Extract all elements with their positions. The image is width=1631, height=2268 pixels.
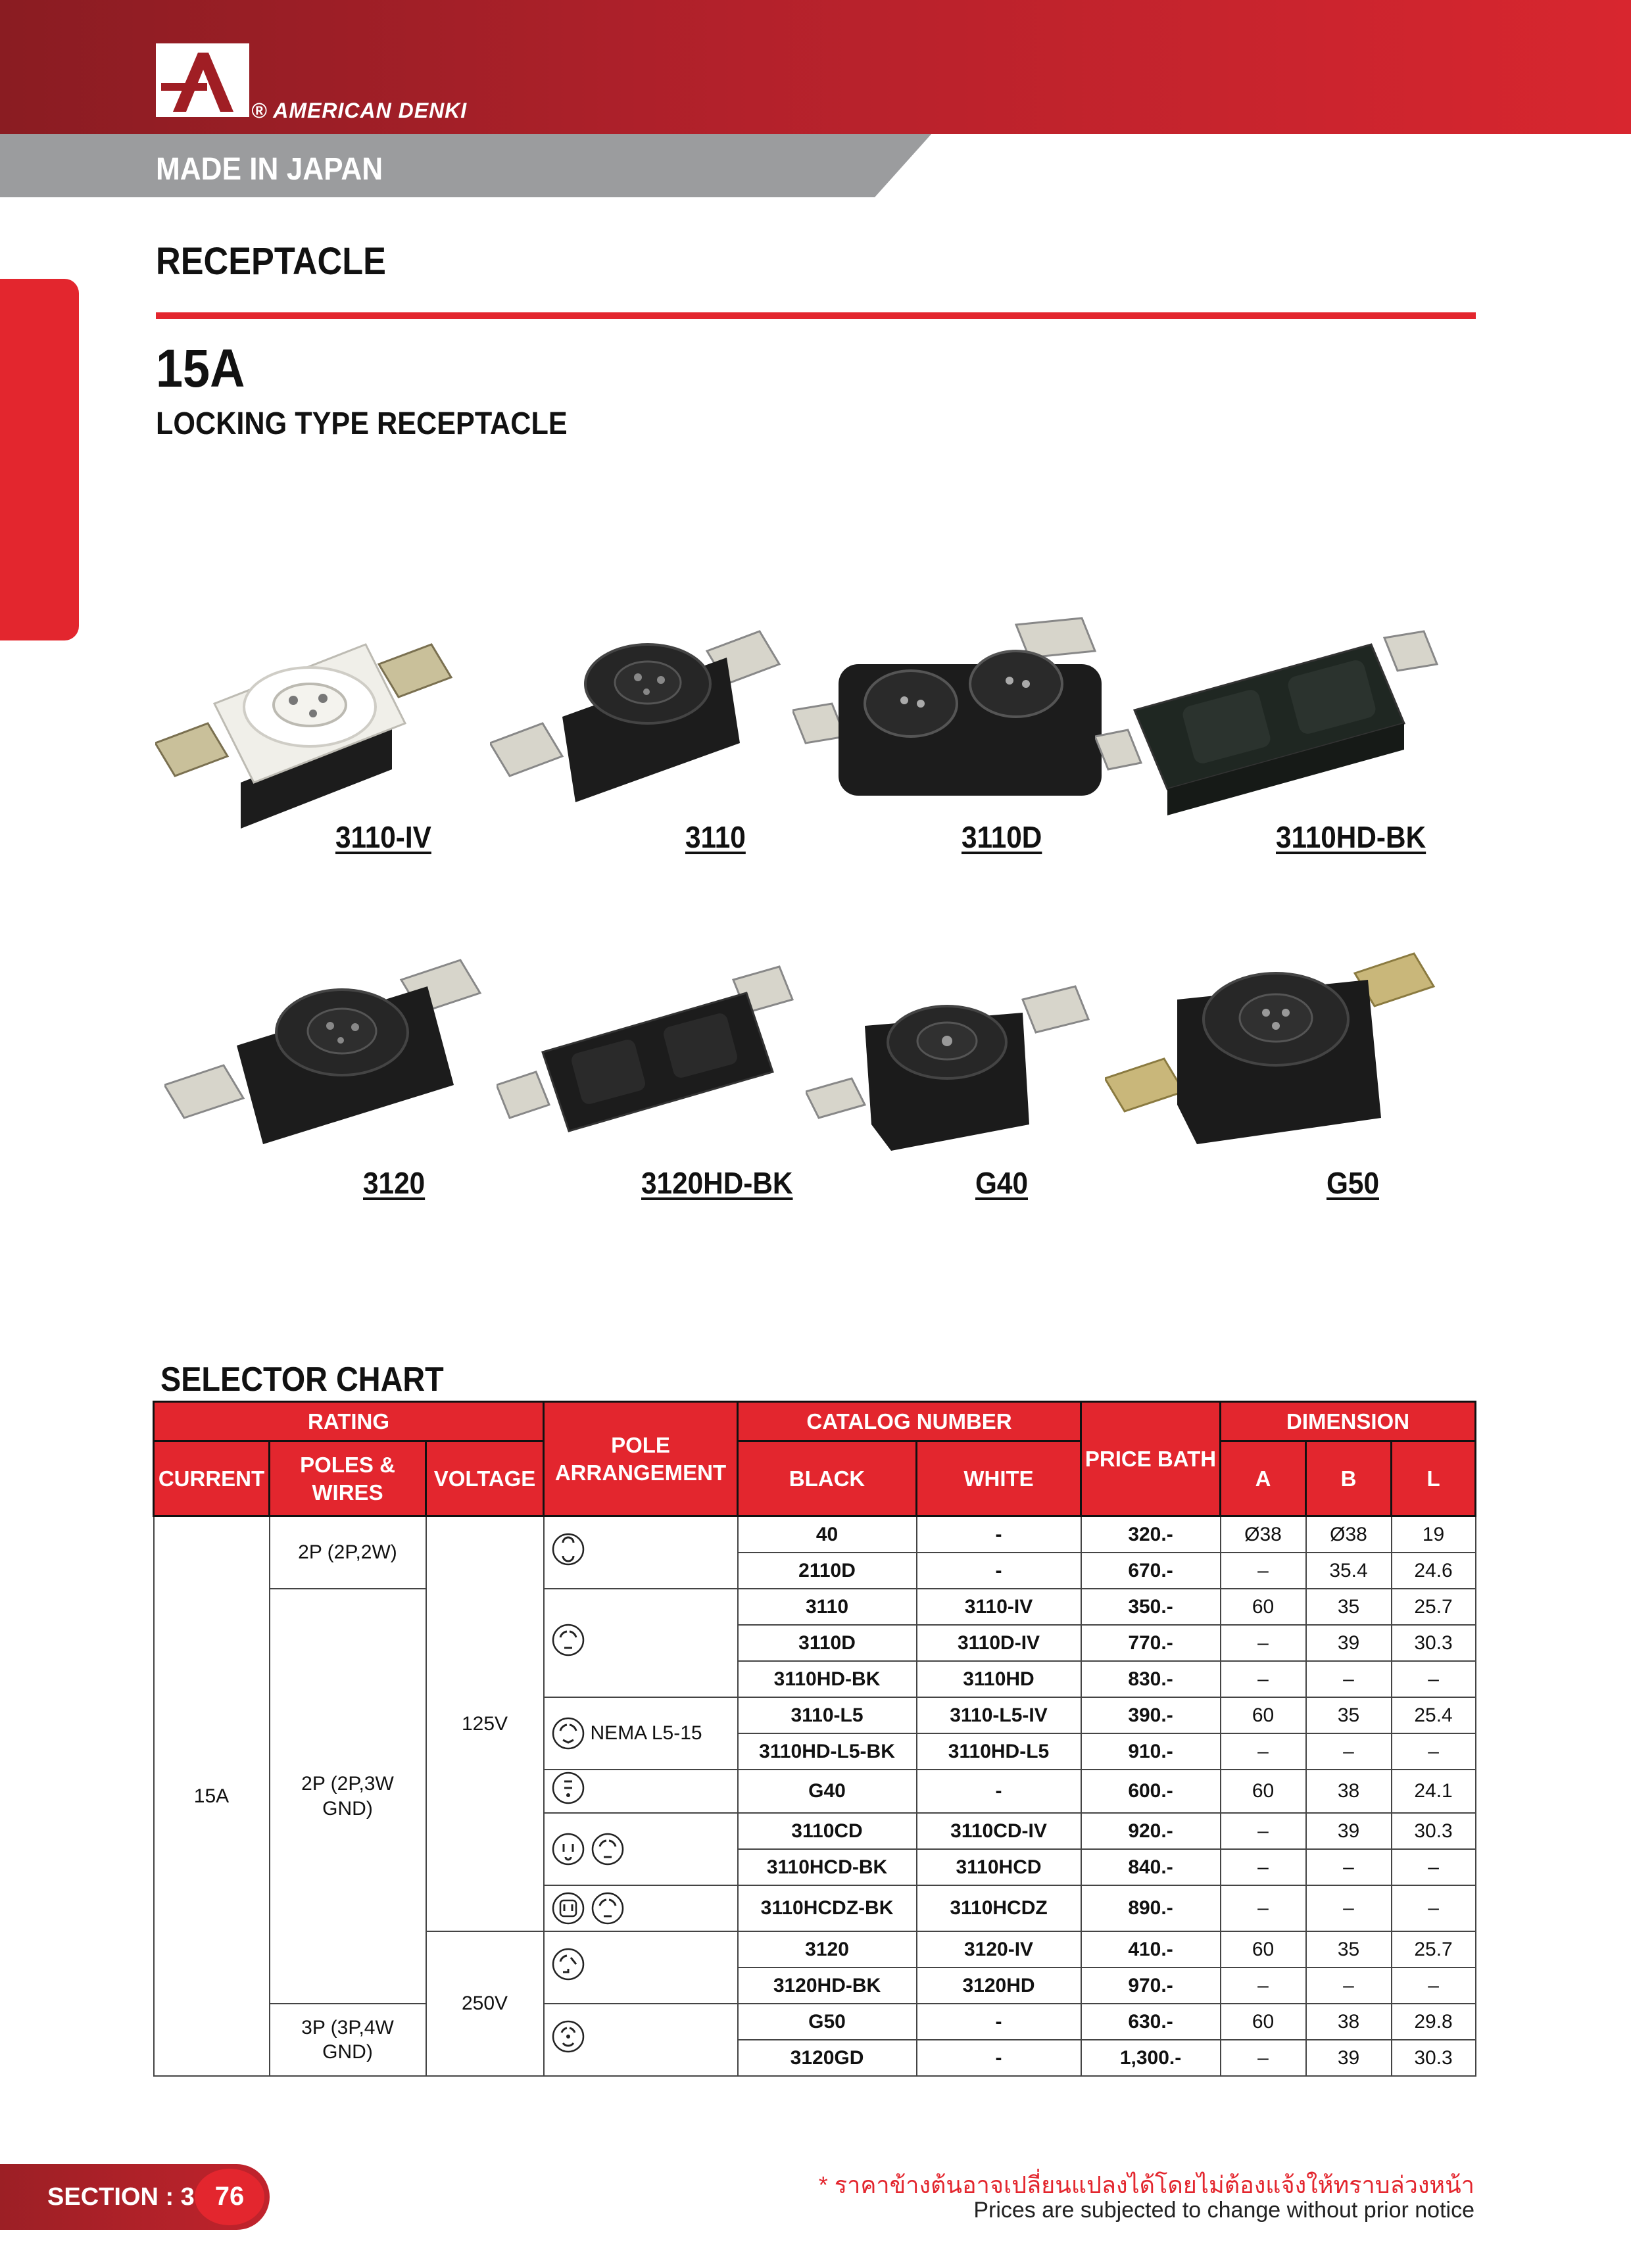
dim-b: 39 [1306,1813,1392,1849]
header-voltage: VOLTAGE [426,1441,544,1516]
header-dimension: DIMENSION [1221,1402,1476,1441]
catalog-black: G50 [738,2004,917,2040]
dim-l: 19 [1392,1516,1476,1553]
nema-label: NEMA L5-15 [590,1722,702,1745]
table-row [154,1516,1476,1553]
catalog-black: G40 [738,1770,917,1813]
pole-arrangement-3110cd [544,1813,738,1885]
catalog-white: - [917,2040,1081,2076]
pole-arrangement-g50 [544,2004,738,2076]
catalog-black: 3110HD-BK [738,1661,917,1697]
header-white: WHITE [917,1441,1081,1516]
pole-diagram-locking-icon [591,1891,625,1925]
catalog-black: 3110 [738,1589,917,1625]
price: 830.- [1081,1661,1221,1697]
dim-a: 60 [1221,1697,1306,1733]
header-catalog-number: CATALOG NUMBER [738,1402,1081,1441]
header-price: PRICE BATH [1081,1402,1221,1516]
pole-nema-wrap [551,1716,737,1750]
dim-a: – [1221,1849,1306,1885]
dim-b: 38 [1306,2004,1392,2040]
catalog-black: 3110CD [738,1813,917,1849]
pole-diagram-3p-icon [551,2019,585,2054]
pole-arrangement-3120 [544,1931,738,2004]
catalog-white: 3110HCDZ [917,1885,1081,1931]
header-current: CURRENT [154,1441,270,1516]
pole-diagram-straight-icon [551,1832,585,1866]
made-in-japan: MADE IN JAPAN [156,152,383,187]
catalog-white: 3120HD [917,1967,1081,2004]
product-photo-3110d [792,612,1134,829]
category-title: RECEPTACLE [156,240,386,283]
section-side-tab [0,279,79,640]
header-pole-arrangement: POLE ARRANGEMENT [544,1402,738,1516]
price: 320.- [1081,1516,1221,1553]
dim-a: 60 [1221,1931,1306,1967]
pole-hcdz-wrap [551,1891,737,1925]
product-photo-3110hd-bk [1095,618,1450,835]
dim-a: – [1221,1813,1306,1849]
dim-a: – [1221,1661,1306,1697]
section-label: SECTION : 3 [47,2183,195,2211]
price: 920.- [1081,1813,1221,1849]
dim-l: 30.3 [1392,2040,1476,2076]
catalog-white: 3110HD-L5 [917,1733,1081,1770]
pole-diagram-2p-icon [551,1532,585,1566]
pole-arrangement-3110hcdz [544,1885,738,1931]
product-label-3120hd-bk: 3120HD-BK [641,1166,793,1200]
price: 350.- [1081,1589,1221,1625]
dim-a: – [1221,1967,1306,2004]
dim-b: 35 [1306,1589,1392,1625]
price: 910.- [1081,1733,1221,1770]
dim-b: 38 [1306,1770,1392,1813]
dim-b: 39 [1306,1625,1392,1661]
catalog-white: 3110D-IV [917,1625,1081,1661]
poles-2p-2w: 2P (2P,2W) [270,1516,426,1589]
dim-a: Ø38 [1221,1516,1306,1553]
dim-l: – [1392,1733,1476,1770]
dim-a: – [1221,1733,1306,1770]
header-dim-l: L [1392,1441,1476,1516]
dim-l: 24.6 [1392,1553,1476,1589]
dim-a: – [1221,2040,1306,2076]
catalog-black: 40 [738,1516,917,1553]
price: 770.- [1081,1625,1221,1661]
price: 840.- [1081,1849,1221,1885]
catalog-white: 3120-IV [917,1931,1081,1967]
catalog-white: - [917,2004,1081,2040]
product-photo-3110 [490,612,819,835]
dim-b: – [1306,1733,1392,1770]
pole-diagram-shutter-icon [551,1891,585,1925]
price: 410.- [1081,1931,1221,1967]
pole-diagram-g40-icon [551,1771,585,1805]
dim-a: 60 [1221,1770,1306,1813]
pole-arrangement-3110 [544,1589,738,1697]
dim-l: – [1392,1967,1476,2004]
poles-2p-3w: 2P (2P,3W GND) [270,1589,426,2004]
brand-name [251,99,467,123]
dim-l: 24.1 [1392,1770,1476,1813]
product-photo-3120 [164,953,520,1164]
dim-a: 60 [1221,2004,1306,2040]
price-note-english: Prices are subjected to change without prior notice [973,2198,1474,2223]
catalog-white: 3110-IV [917,1589,1081,1625]
price: 890.- [1081,1885,1221,1931]
product-label-3110hd-bk: 3110HD-BK [1276,820,1426,854]
pole-arrangement-g40 [544,1770,738,1813]
dim-l: 25.4 [1392,1697,1476,1733]
dim-b: – [1306,1661,1392,1697]
table-row [154,1589,1476,1625]
product-photo-g40 [806,973,1108,1164]
price: 630.- [1081,2004,1221,2040]
catalog-black: 3110D [738,1625,917,1661]
dim-l: 30.3 [1392,1625,1476,1661]
product-subtitle: LOCKING TYPE RECEPTACLE [156,406,568,441]
dim-l: 25.7 [1392,1589,1476,1625]
poles-3p-4w: 3P (3P,4W GND) [270,2004,426,2076]
pole-arrangement-nema-l5-15 [544,1697,738,1770]
dim-l: – [1392,1849,1476,1885]
dim-b: 35.4 [1306,1553,1392,1589]
current-cell: 15A [154,1516,270,2077]
table-row [154,2004,1476,2040]
pole-diagram-locking-3w-icon [551,1623,585,1657]
selector-chart-title: SELECTOR CHART [160,1361,444,1399]
dim-b: – [1306,1967,1392,2004]
selector-chart-table [153,1401,1476,2077]
header-black: BLACK [738,1441,917,1516]
dim-b: – [1306,1849,1392,1885]
pole-diagram-locking-icon [591,1832,625,1866]
dim-b: 35 [1306,1697,1392,1733]
catalog-white: 3110CD-IV [917,1813,1081,1849]
product-label-3110d: 3110D [962,820,1042,854]
price: 390.- [1081,1697,1221,1733]
dim-l: 30.3 [1392,1813,1476,1849]
brand-text: AMERICAN DENKI [273,99,468,122]
product-label-3110: 3110 [685,820,746,854]
catalog-black: 3120GD [738,2040,917,2076]
price: 970.- [1081,1967,1221,2004]
catalog-white: - [917,1553,1081,1589]
catalog-white: 3110-L5-IV [917,1697,1081,1733]
catalog-white: 3110HCD [917,1849,1081,1885]
header-poles-wires: POLES & WIRES [270,1441,426,1516]
page-number: 76 [214,2182,245,2211]
catalog-white: - [917,1770,1081,1813]
catalog-black: 3120HD-BK [738,1967,917,2004]
registered-mark: ® [251,99,268,122]
title-divider [156,312,1476,319]
dim-b: – [1306,1885,1392,1931]
pole-diagram-250v-locking-icon [551,1947,585,1981]
dim-l: – [1392,1885,1476,1931]
dim-a: – [1221,1625,1306,1661]
product-photo-3110-iv [155,625,484,835]
catalog-black: 3120 [738,1931,917,1967]
product-photo-g50 [1105,947,1453,1164]
dim-b: 39 [1306,2040,1392,2076]
product-label-3110-iv: 3110-IV [335,820,431,854]
price-note-thai: * ราคาข้างต้นอาจเปลี่ยนแปลงได้โดยไม่ต้องแจ้งให้ทราบล่วงหน้า [818,2171,1474,2198]
header-rating: RATING [154,1402,544,1441]
dim-l: – [1392,1661,1476,1697]
rating-title: 15A [156,339,245,398]
dim-a: 60 [1221,1589,1306,1625]
catalog-black: 3110HCD-BK [738,1849,917,1885]
catalog-black: 3110-L5 [738,1697,917,1733]
pole-cd-wrap [551,1832,737,1866]
price: 600.- [1081,1770,1221,1813]
voltage-250: 250V [426,1931,544,2076]
product-label-g50: G50 [1327,1166,1379,1200]
pole-diagram-nema-icon [551,1716,585,1750]
header-dim-b: B [1306,1441,1392,1516]
product-label-3120: 3120 [363,1166,426,1200]
dim-b: 35 [1306,1931,1392,1967]
catalog-white: - [917,1516,1081,1553]
catalog-black: 3110HD-L5-BK [738,1733,917,1770]
dim-a: – [1221,1553,1306,1589]
price: 670.- [1081,1553,1221,1589]
product-label-g40: G40 [975,1166,1028,1200]
voltage-125: 125V [426,1516,544,1932]
price: 1,300.- [1081,2040,1221,2076]
product-photo-3120hd-bk [497,960,812,1157]
catalog-white: 3110HD [917,1661,1081,1697]
catalog-black: 3110HCDZ-BK [738,1885,917,1931]
dim-b: Ø38 [1306,1516,1392,1553]
dim-a: – [1221,1885,1306,1931]
header-dim-a: A [1221,1441,1306,1516]
catalog-black: 2110D [738,1553,917,1589]
origin-band [0,134,931,197]
dim-l: 29.8 [1392,2004,1476,2040]
pole-arrangement-2p2w [544,1516,738,1589]
american-denki-logo [156,43,249,117]
dim-l: 25.7 [1392,1931,1476,1967]
